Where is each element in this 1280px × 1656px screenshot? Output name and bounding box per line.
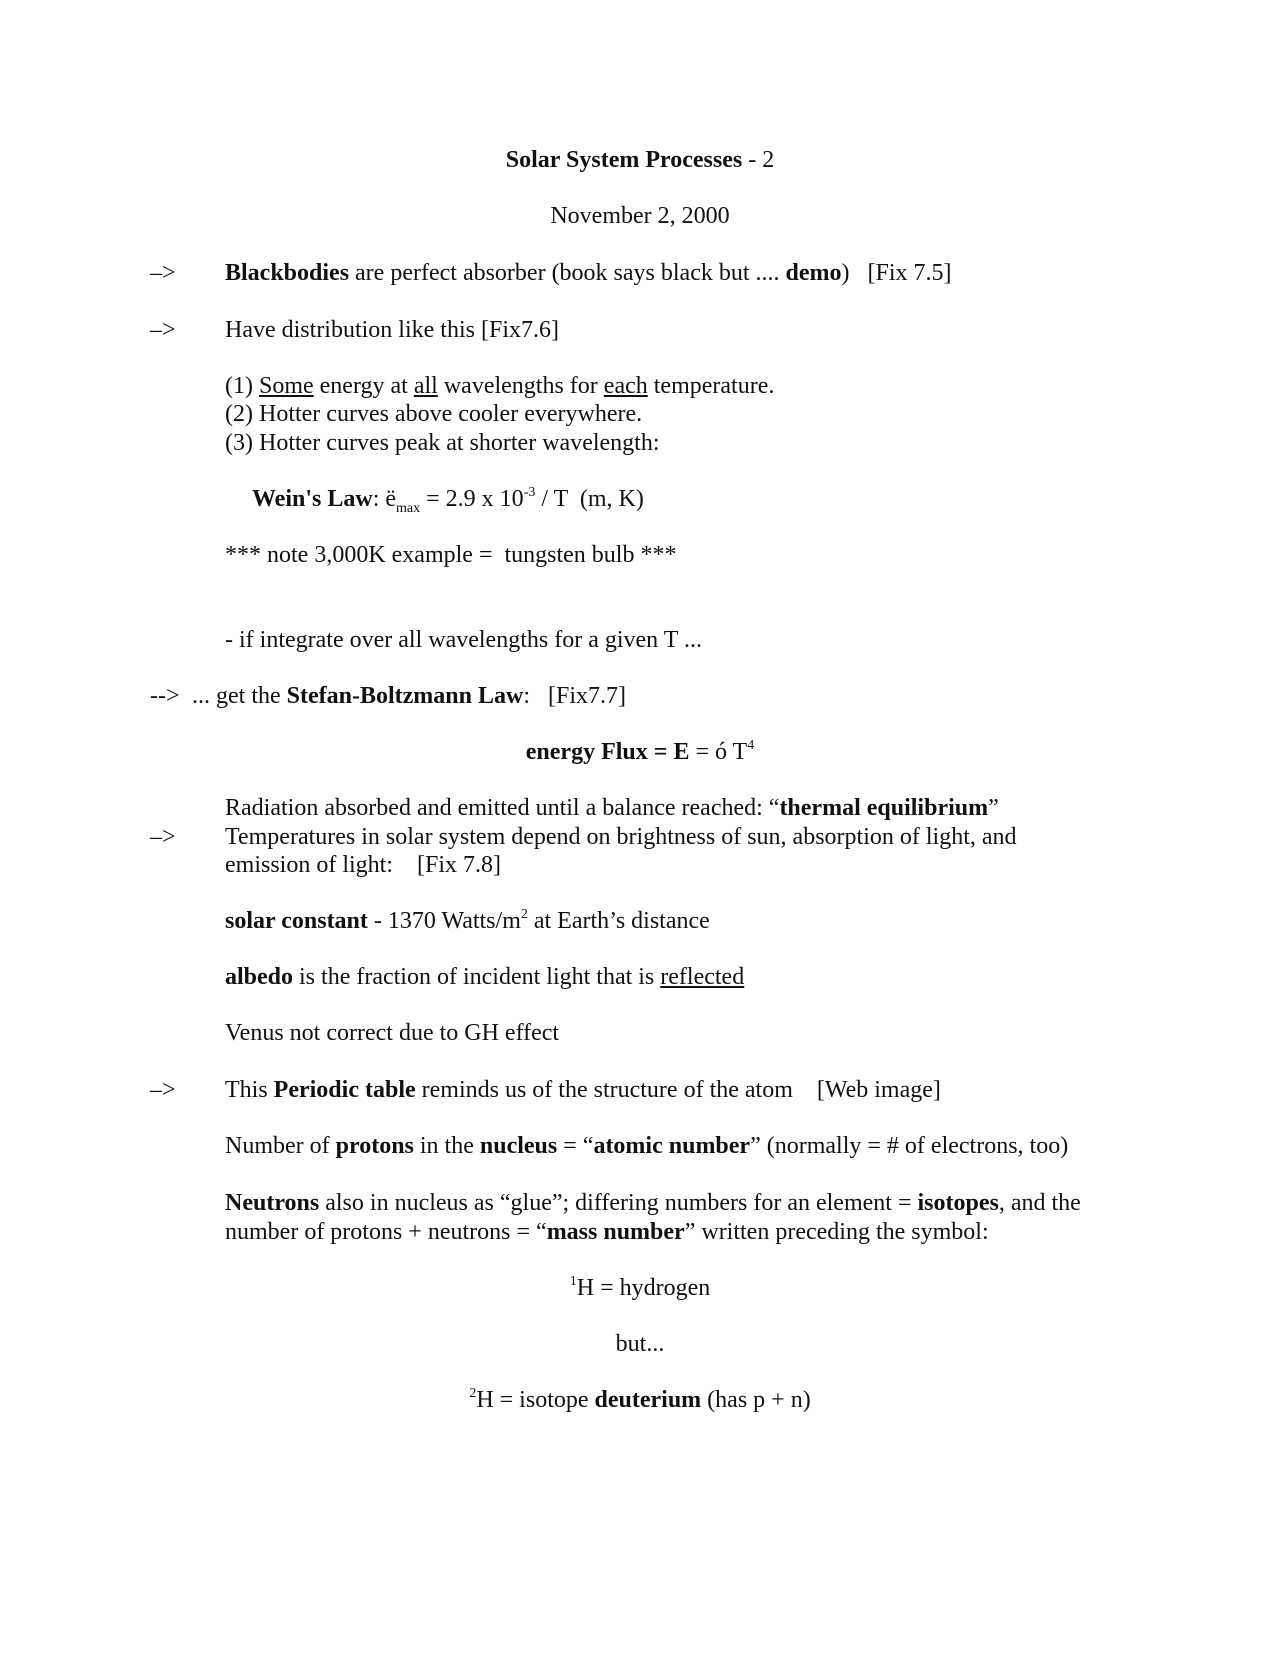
solar-constant-exponent: 2 (520, 907, 528, 922)
thermal-equilibrium-term: thermal equilibrium (779, 795, 989, 821)
arrow-marker: –> (150, 317, 176, 343)
but-line: but... (615, 1331, 665, 1357)
radiation-close-quote: ” (988, 795, 999, 821)
blackbodies-ref: ) [Fix 7.5] (841, 260, 952, 286)
solar-constant-value: - 1370 Watts/m (367, 908, 521, 934)
stefan-prefix: ... get the (186, 683, 287, 709)
venus-line: Venus not correct due to GH effect (225, 1020, 560, 1046)
mass-number-rest: ” written preceding the symbol: (684, 1219, 989, 1245)
title-bold: Solar System Processes (505, 147, 743, 173)
neutrons-text: also in nucleus as “glue”; differing numbers for an element = (319, 1190, 918, 1216)
point-1-text-a: energy at (313, 373, 414, 399)
wein-units: / T (m, K) (535, 486, 644, 512)
blackbodies-text: are perfect absorber (book says black but .... (349, 260, 786, 286)
wein-law-name: Wein's Law (252, 486, 373, 512)
albedo-term: albedo (225, 964, 294, 990)
blackbodies-term: Blackbodies (225, 260, 350, 286)
point-1-text-c: temperature. (647, 373, 775, 399)
point-1-all: all (413, 373, 438, 399)
albedo-reflected: reflected (660, 964, 745, 990)
albedo-text: is the fraction of incident light that is (293, 964, 661, 990)
hydrogen-mass-number: 1 (569, 1274, 577, 1289)
atomic-number-term: atomic number (593, 1133, 751, 1159)
point-1-text-b: wavelengths for (437, 373, 604, 399)
arrow-marker: –> (150, 824, 176, 850)
solar-constant-term: solar constant (225, 908, 368, 934)
point-1-some: Some (258, 373, 314, 399)
point-1-each: each (603, 373, 648, 399)
neutrons-line-1 (225, 1188, 1081, 1218)
radiation-line (225, 793, 999, 823)
wein-equation: = 2.9 x 10 (420, 486, 524, 512)
hydrogen-text: H = hydrogen (576, 1275, 711, 1301)
page-date: November 2, 2000 (550, 203, 730, 229)
point-2: (2) Hotter curves above cooler everywhere. (225, 401, 643, 427)
deuterium-pre: H = isotope (476, 1387, 595, 1413)
point-1 (225, 371, 774, 401)
temperatures-line-1: Temperatures in solar system depend on brightness of sun, absorption of light, and (225, 824, 1017, 850)
wein-subscript: max (396, 501, 421, 516)
deuterium-rest: (has p + n) (701, 1387, 811, 1413)
blackbodies-line (225, 258, 952, 288)
deuterium-term: deuterium (594, 1387, 702, 1413)
solar-constant-line (225, 906, 710, 936)
energy-flux-equation (0, 737, 1280, 767)
periodic-text: reminds us of the structure of the atom [Web image] (415, 1077, 941, 1103)
integrate-line: - if integrate over all wavelengths for a given T ... (225, 627, 702, 653)
mass-number-pre: number of protons + neutrons = “ (225, 1219, 547, 1245)
albedo-line (225, 962, 744, 992)
arrow-marker: –> (150, 1077, 176, 1103)
protons-eq: = “ (557, 1133, 594, 1159)
neutrons-line-2 (225, 1217, 989, 1247)
point-3: (3) Hotter curves peak at shorter wavelength: (225, 430, 660, 456)
protons-pre: Number of (225, 1133, 336, 1159)
temperatures-line-2: emission of light: [Fix 7.8] (225, 852, 501, 878)
page-title (0, 145, 1280, 175)
flux-exponent: 4 (747, 738, 755, 753)
protons-rest: ” (normally = # of electrons, too) (750, 1133, 1069, 1159)
neutrons-term: Neutrons (225, 1190, 320, 1216)
periodic-pre: This (225, 1077, 274, 1103)
protons-mid: in the (413, 1133, 480, 1159)
title-suffix: - 2 (742, 147, 775, 173)
arrow-marker: –> (150, 260, 176, 286)
stefan-boltzmann-line (186, 681, 626, 711)
wein-lambda: ë (385, 486, 397, 512)
protons-line (225, 1131, 1068, 1161)
deuterium-mass-number: 2 (469, 1386, 477, 1401)
nucleus-term: nucleus (479, 1133, 558, 1159)
neutrons-text-end: , and the (998, 1190, 1081, 1216)
flux-bold: energy Flux = E (525, 739, 690, 765)
distribution-line: Have distribution like this [Fix7.6] (225, 317, 559, 343)
demo-term: demo (785, 260, 842, 286)
solar-constant-rest: at Earth’s distance (527, 908, 710, 934)
long-arrow-marker: --> (150, 683, 180, 709)
wein-law (252, 484, 644, 514)
stefan-law-name: Stefan-Boltzmann Law (286, 683, 524, 709)
wein-exponent: -3 (523, 485, 536, 500)
stefan-ref: : [Fix7.7] (523, 683, 626, 709)
isotopes-term: isotopes (917, 1190, 999, 1216)
point-1-num: (1) (225, 373, 259, 399)
flux-rest: = ó T (689, 739, 748, 765)
periodic-table-term: Periodic table (273, 1077, 416, 1103)
hydrogen-line (0, 1273, 1280, 1303)
protons-term: protons (335, 1133, 414, 1159)
deuterium-line (0, 1385, 1280, 1415)
mass-number-term: mass number (546, 1219, 685, 1245)
tungsten-note: *** note 3,000K example = tungsten bulb *** (225, 542, 677, 568)
radiation-text: Radiation absorbed and emitted until a balance reached: “ (225, 795, 780, 821)
periodic-table-line (225, 1075, 941, 1105)
wein-colon: : (372, 486, 386, 512)
